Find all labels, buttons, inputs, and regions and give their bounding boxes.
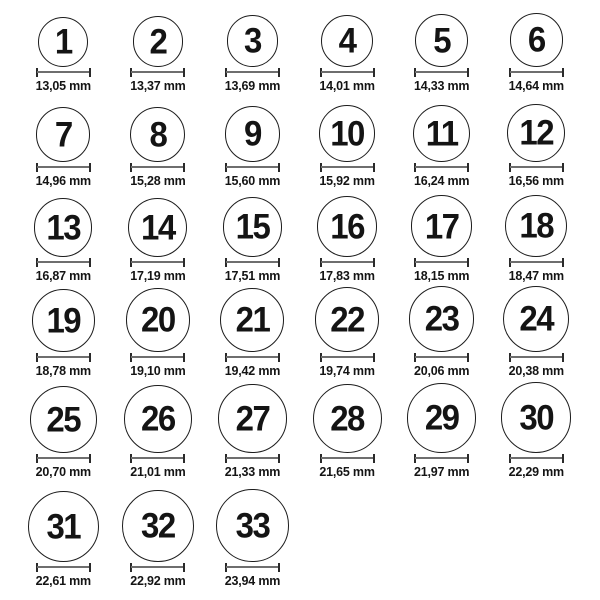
ring-cell — [394, 195, 489, 283]
diameter-label: 22,61 mm — [35, 573, 91, 588]
measure-horizontal-line — [131, 166, 184, 168]
ring-size-number: 12 — [519, 113, 554, 153]
diameter-measure-line — [130, 163, 185, 172]
ring-cell — [205, 197, 300, 283]
diameter-measure-line — [414, 454, 469, 463]
diameter-label: 14,01 mm — [319, 78, 375, 93]
ring-circle — [223, 197, 283, 257]
measure-horizontal-line — [510, 356, 563, 358]
measure-tick-right-icon — [278, 258, 280, 267]
ring-size-number: 4 — [338, 20, 356, 61]
ring-circle — [130, 107, 185, 162]
diameter-measure-line — [225, 68, 280, 77]
chart-row — [16, 95, 584, 190]
measure-horizontal-line — [226, 566, 279, 568]
ring-size-number: 6 — [527, 20, 545, 60]
diameter-measure-line — [36, 353, 91, 362]
ring-size-number: 25 — [46, 399, 81, 439]
diameter-label: 22,92 mm — [130, 573, 186, 588]
diameter-measure-line — [509, 68, 564, 77]
diameter-label: 15,28 mm — [130, 173, 186, 188]
ring-circle — [28, 491, 99, 562]
measure-horizontal-line — [510, 261, 563, 263]
measure-tick-right-icon — [183, 163, 185, 172]
ring-circle — [501, 382, 571, 452]
measure-tick-right-icon — [467, 258, 469, 267]
measure-horizontal-line — [321, 457, 374, 459]
ring-size-number: 20 — [141, 300, 175, 340]
ring-circle — [225, 106, 281, 162]
ring-size-number: 26 — [141, 399, 175, 439]
ring-circle — [510, 13, 564, 67]
diameter-label: 14,33 mm — [413, 78, 470, 93]
diameter-measure-line — [414, 68, 469, 77]
diameter-label: 16,87 mm — [35, 268, 91, 283]
ring-size-number: 10 — [330, 113, 364, 154]
ring-circle — [411, 195, 472, 256]
measure-horizontal-line — [510, 71, 563, 73]
measure-tick-right-icon — [373, 68, 375, 77]
ring-cell — [16, 17, 111, 93]
ring-cell — [489, 13, 584, 93]
measure-horizontal-line — [131, 566, 184, 568]
measure-tick-right-icon — [373, 258, 375, 267]
chart-row — [16, 0, 584, 95]
ring-circle — [133, 16, 184, 67]
diameter-measure-line — [225, 163, 280, 172]
ring-cell — [205, 384, 300, 479]
ring-size-number: 24 — [519, 298, 554, 339]
measure-tick-right-icon — [183, 258, 185, 267]
ring-size-number: 19 — [46, 300, 81, 340]
ring-cell — [394, 14, 489, 93]
measure-horizontal-line — [321, 261, 374, 263]
diameter-measure-line — [36, 258, 91, 267]
diameter-measure-line — [414, 163, 469, 172]
ring-cell — [16, 107, 111, 188]
diameter-measure-line — [130, 258, 185, 267]
chart-row — [16, 190, 584, 285]
measure-horizontal-line — [37, 457, 90, 459]
measure-tick-right-icon — [467, 68, 469, 77]
ring-circle — [38, 17, 88, 67]
measure-tick-right-icon — [89, 454, 91, 463]
ring-circle — [128, 198, 187, 257]
diameter-measure-line — [414, 258, 469, 267]
diameter-measure-line — [36, 454, 91, 463]
ring-size-number: 7 — [54, 114, 72, 155]
ring-size-number: 1 — [54, 22, 72, 62]
ring-circle — [413, 105, 470, 162]
ring-cell — [111, 16, 206, 93]
measure-horizontal-line — [321, 166, 374, 168]
ring-cell — [111, 107, 206, 188]
diameter-label: 21,97 mm — [413, 464, 470, 479]
ring-cell — [394, 105, 489, 188]
ring-circle — [409, 286, 474, 351]
ring-cell — [205, 106, 300, 188]
measure-tick-right-icon — [89, 563, 91, 572]
ring-size-number: 13 — [46, 207, 81, 248]
ring-size-number: 32 — [141, 506, 175, 546]
ring-circle — [407, 383, 477, 453]
ring-cell — [489, 195, 584, 283]
diameter-measure-line — [225, 258, 280, 267]
measure-tick-right-icon — [278, 163, 280, 172]
diameter-measure-line — [130, 68, 185, 77]
ring-cell — [111, 490, 206, 588]
ring-cell — [300, 105, 395, 188]
measure-tick-right-icon — [278, 353, 280, 362]
diameter-label: 19,10 mm — [130, 363, 186, 378]
diameter-label: 18,47 mm — [508, 268, 564, 283]
diameter-label: 19,42 mm — [224, 363, 281, 378]
measure-horizontal-line — [37, 566, 90, 568]
diameter-label: 20,38 mm — [508, 363, 564, 378]
diameter-label: 13,37 mm — [130, 78, 186, 93]
ring-size-number: 14 — [141, 207, 175, 247]
measure-tick-right-icon — [183, 454, 185, 463]
chart-row — [16, 380, 584, 481]
measure-horizontal-line — [131, 261, 184, 263]
diameter-label: 15,60 mm — [224, 173, 281, 188]
measure-tick-right-icon — [467, 454, 469, 463]
measure-horizontal-line — [37, 166, 90, 168]
measure-tick-right-icon — [278, 68, 280, 77]
diameter-measure-line — [509, 258, 564, 267]
ring-size-number: 16 — [330, 206, 364, 246]
diameter-measure-line — [130, 353, 185, 362]
ring-circle — [415, 14, 468, 67]
diameter-label: 17,51 mm — [224, 268, 281, 283]
measure-tick-right-icon — [89, 353, 91, 362]
ring-size-number: 30 — [519, 397, 554, 438]
chart-row — [16, 481, 584, 590]
ring-size-number: 11 — [425, 113, 458, 153]
diameter-label: 16,24 mm — [413, 173, 470, 188]
measure-horizontal-line — [131, 457, 184, 459]
ring-cell — [205, 489, 300, 588]
ring-circle — [313, 384, 382, 453]
diameter-measure-line — [509, 163, 564, 172]
ring-cell — [394, 286, 489, 378]
ring-cell — [16, 289, 111, 378]
ring-circle — [220, 288, 284, 352]
diameter-label: 14,96 mm — [35, 173, 91, 188]
ring-size-number: 33 — [235, 505, 270, 546]
measure-horizontal-line — [321, 71, 374, 73]
measure-horizontal-line — [510, 457, 563, 459]
diameter-measure-line — [509, 353, 564, 362]
diameter-measure-line — [509, 454, 564, 463]
ring-size-number: 22 — [330, 299, 364, 339]
measure-horizontal-line — [37, 71, 90, 73]
ring-circle — [32, 289, 95, 352]
diameter-label: 23,94 mm — [224, 573, 281, 588]
measure-tick-right-icon — [278, 454, 280, 463]
measure-horizontal-line — [415, 71, 468, 73]
ring-size-number: 23 — [424, 299, 459, 339]
measure-horizontal-line — [226, 261, 279, 263]
diameter-label: 15,92 mm — [319, 173, 375, 188]
ring-circle — [34, 198, 92, 256]
measure-horizontal-line — [415, 356, 468, 358]
ring-circle — [227, 15, 278, 66]
measure-tick-right-icon — [562, 163, 564, 172]
measure-tick-right-icon — [183, 563, 185, 572]
ring-circle — [30, 386, 97, 453]
ring-size-number: 28 — [330, 398, 364, 438]
ring-size-number: 15 — [235, 207, 270, 247]
measure-tick-right-icon — [373, 454, 375, 463]
ring-circle — [507, 104, 565, 162]
ring-size-number: 21 — [235, 300, 270, 340]
diameter-label: 14,64 mm — [508, 78, 564, 93]
diameter-label: 19,74 mm — [319, 363, 375, 378]
diameter-label: 17,19 mm — [130, 268, 186, 283]
ring-cell — [111, 198, 206, 283]
measure-tick-right-icon — [467, 163, 469, 172]
ring-circle — [317, 196, 378, 257]
ring-circle — [505, 195, 567, 257]
ring-cell — [111, 385, 206, 479]
ring-circle — [321, 15, 373, 67]
measure-tick-right-icon — [467, 353, 469, 362]
diameter-measure-line — [320, 68, 375, 77]
ring-cell — [394, 383, 489, 479]
diameter-measure-line — [36, 68, 91, 77]
diameter-measure-line — [225, 454, 280, 463]
diameter-label: 22,29 mm — [508, 464, 564, 479]
ring-cell — [205, 288, 300, 378]
measure-horizontal-line — [131, 356, 184, 358]
ring-size-number: 27 — [235, 398, 270, 439]
measure-tick-right-icon — [562, 258, 564, 267]
measure-horizontal-line — [321, 356, 374, 358]
diameter-measure-line — [414, 353, 469, 362]
ring-circle — [124, 385, 192, 453]
diameter-measure-line — [130, 563, 185, 572]
ring-cell — [489, 104, 584, 188]
ring-cell — [16, 198, 111, 283]
ring-circle — [216, 489, 288, 561]
diameter-measure-line — [130, 454, 185, 463]
diameter-label: 20,06 mm — [413, 363, 470, 378]
ring-cell — [16, 386, 111, 479]
ring-size-number: 9 — [244, 114, 261, 154]
ring-size-number: 2 — [149, 21, 167, 61]
measure-tick-right-icon — [373, 163, 375, 172]
ring-cell — [489, 286, 584, 378]
diameter-label: 17,83 mm — [319, 268, 375, 283]
measure-tick-right-icon — [562, 454, 564, 463]
measure-tick-right-icon — [373, 353, 375, 362]
measure-horizontal-line — [226, 356, 279, 358]
ring-circle — [315, 287, 380, 352]
ring-circle — [503, 286, 569, 352]
ring-size-number: 31 — [46, 506, 81, 546]
ring-cell — [489, 382, 584, 479]
diameter-measure-line — [320, 454, 375, 463]
measure-horizontal-line — [37, 356, 90, 358]
measure-horizontal-line — [226, 457, 279, 459]
diameter-label: 13,69 mm — [224, 78, 281, 93]
measure-tick-right-icon — [183, 68, 185, 77]
ring-cell — [16, 491, 111, 588]
ring-cell — [300, 15, 395, 93]
measure-horizontal-line — [415, 166, 468, 168]
diameter-label: 18,15 mm — [413, 268, 470, 283]
diameter-measure-line — [320, 353, 375, 362]
diameter-label: 13,05 mm — [35, 78, 91, 93]
diameter-measure-line — [320, 163, 375, 172]
diameter-measure-line — [225, 563, 280, 572]
measure-tick-right-icon — [89, 68, 91, 77]
ring-size-number: 5 — [433, 20, 451, 60]
ring-cell — [205, 15, 300, 93]
diameter-label: 21,65 mm — [319, 464, 375, 479]
diameter-measure-line — [36, 563, 91, 572]
measure-tick-right-icon — [89, 163, 91, 172]
measure-horizontal-line — [226, 71, 279, 73]
ring-circle — [218, 384, 286, 452]
measure-horizontal-line — [415, 261, 468, 263]
ring-circle — [126, 288, 189, 351]
ring-cell — [300, 384, 395, 479]
diameter-label: 18,78 mm — [35, 363, 91, 378]
chart-row — [16, 285, 584, 380]
ring-size-number: 18 — [519, 206, 554, 246]
diameter-measure-line — [225, 353, 280, 362]
ring-circle — [36, 107, 90, 161]
measure-horizontal-line — [510, 166, 563, 168]
measure-tick-right-icon — [562, 353, 564, 362]
measure-tick-right-icon — [89, 258, 91, 267]
measure-horizontal-line — [37, 261, 90, 263]
diameter-measure-line — [320, 258, 375, 267]
ring-size-number: 8 — [149, 114, 167, 154]
diameter-label: 21,01 mm — [130, 464, 186, 479]
ring-circle — [319, 105, 375, 161]
diameter-label: 16,56 mm — [508, 173, 564, 188]
measure-tick-right-icon — [278, 563, 280, 572]
diameter-label: 20,70 mm — [35, 464, 91, 479]
diameter-measure-line — [36, 163, 91, 172]
ring-size-number: 3 — [244, 21, 261, 61]
ring-cell — [300, 287, 395, 378]
diameter-label: 21,33 mm — [224, 464, 281, 479]
ring-cell — [300, 196, 395, 283]
measure-horizontal-line — [226, 166, 279, 168]
ring-cell — [111, 288, 206, 378]
ring-size-number: 17 — [424, 206, 459, 246]
measure-tick-right-icon — [562, 68, 564, 77]
ring-circle — [122, 490, 194, 562]
measure-tick-right-icon — [183, 353, 185, 362]
measure-horizontal-line — [415, 457, 468, 459]
measure-horizontal-line — [131, 71, 184, 73]
ring-size-number: 29 — [424, 398, 459, 438]
